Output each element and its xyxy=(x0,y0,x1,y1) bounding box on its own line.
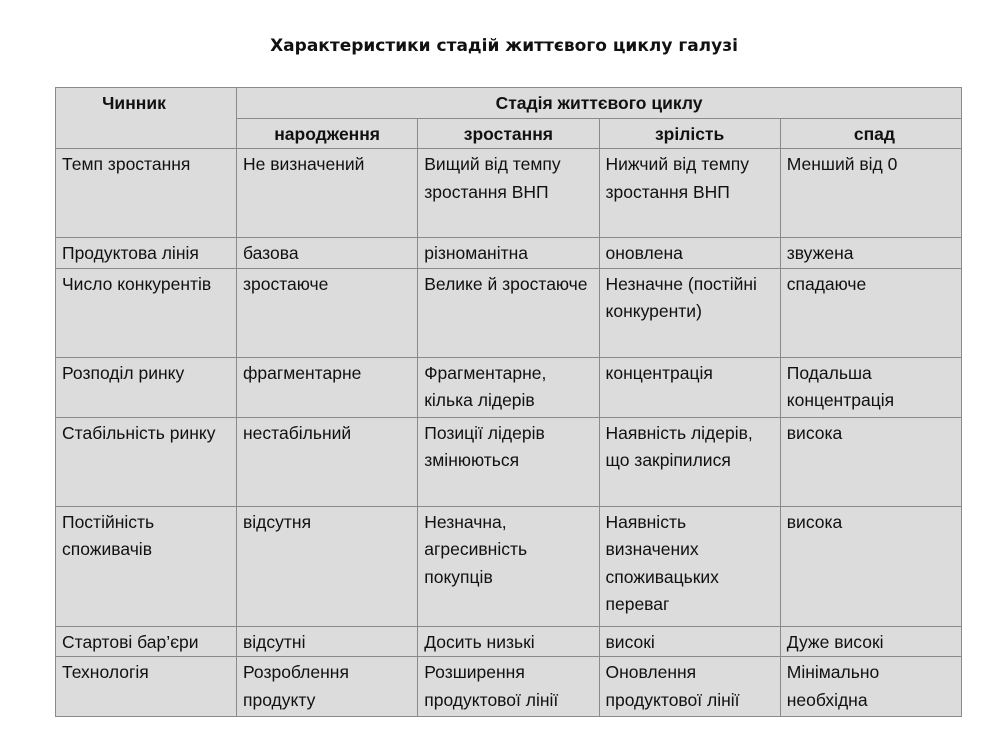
table-cell: фрагментарне xyxy=(237,357,418,417)
table-cell: Велике й зростаюче xyxy=(418,268,599,357)
table-cell: Мінімально необхідна xyxy=(780,657,961,717)
page-title: Характеристики стадій життєвого циклу галузі xyxy=(270,36,738,56)
table-row xyxy=(56,657,962,717)
table-cell: зростаюче xyxy=(237,268,418,357)
table-cell: Не визначений xyxy=(237,149,418,238)
table-cell: Подальша концентрація xyxy=(780,357,961,417)
table-cell: Досить низькі xyxy=(418,626,599,657)
table-row xyxy=(56,268,962,357)
table-cell: Незначна, агресивність покупців xyxy=(418,506,599,626)
row-factor: Постійність споживачів xyxy=(56,506,237,626)
row-factor: Число конкурентів xyxy=(56,268,237,357)
table-cell: оновлена xyxy=(599,238,780,269)
table-cell: Менший від 0 xyxy=(780,149,961,238)
table-cell: Позиції лідерів змінюються xyxy=(418,417,599,506)
table-cell: Вищий від темпу зростання ВНП xyxy=(418,149,599,238)
table-cell: відсутня xyxy=(237,506,418,626)
table-cell: Наявність визначених споживацьких переваг xyxy=(599,506,780,626)
stage-header-decline: спад xyxy=(780,118,961,149)
lifecycle-table xyxy=(55,87,962,717)
table-cell: звужена xyxy=(780,238,961,269)
table-cell: нестабільний xyxy=(237,417,418,506)
table-cell: висока xyxy=(780,417,961,506)
table-row xyxy=(56,357,962,417)
row-factor: Продуктова лінія xyxy=(56,238,237,269)
table-cell: Дуже високі xyxy=(780,626,961,657)
table-cell: висока xyxy=(780,506,961,626)
stage-header: Стадія життєвого циклу xyxy=(237,88,962,119)
table-cell: Оновлення продуктової лінії xyxy=(599,657,780,717)
table-cell: спадаюче xyxy=(780,268,961,357)
table-cell: відсутні xyxy=(237,626,418,657)
row-factor: Темп зростання xyxy=(56,149,237,238)
table-cell: Фрагментарне, кілька лідерів xyxy=(418,357,599,417)
table-cell: Розширення продуктової лінії xyxy=(418,657,599,717)
table-cell: різноманітна xyxy=(418,238,599,269)
table-row xyxy=(56,417,962,506)
row-factor: Технологія xyxy=(56,657,237,717)
table-row xyxy=(56,506,962,626)
table-cell: Наявність лідерів, що закріпилися xyxy=(599,417,780,506)
table-row xyxy=(56,626,962,657)
table-cell: Розроблення продукту xyxy=(237,657,418,717)
table-cell: концентрація xyxy=(599,357,780,417)
table-cell: Нижчий від темпу зростання ВНП xyxy=(599,149,780,238)
table-cell: базова xyxy=(237,238,418,269)
stage-header-maturity: зрілість xyxy=(599,118,780,149)
table-cell: високі xyxy=(599,626,780,657)
stage-header-birth: народження xyxy=(237,118,418,149)
row-factor: Стабільність ринку xyxy=(56,417,237,506)
table-cell: Незначне (постійні конкуренти) xyxy=(599,268,780,357)
stage-header-growth: зростання xyxy=(418,118,599,149)
row-factor: Стартові бар’єри xyxy=(56,626,237,657)
factor-header: Чинник xyxy=(56,88,237,149)
row-factor: Розподіл ринку xyxy=(56,357,237,417)
table-row xyxy=(56,238,962,269)
table-row xyxy=(56,149,962,238)
